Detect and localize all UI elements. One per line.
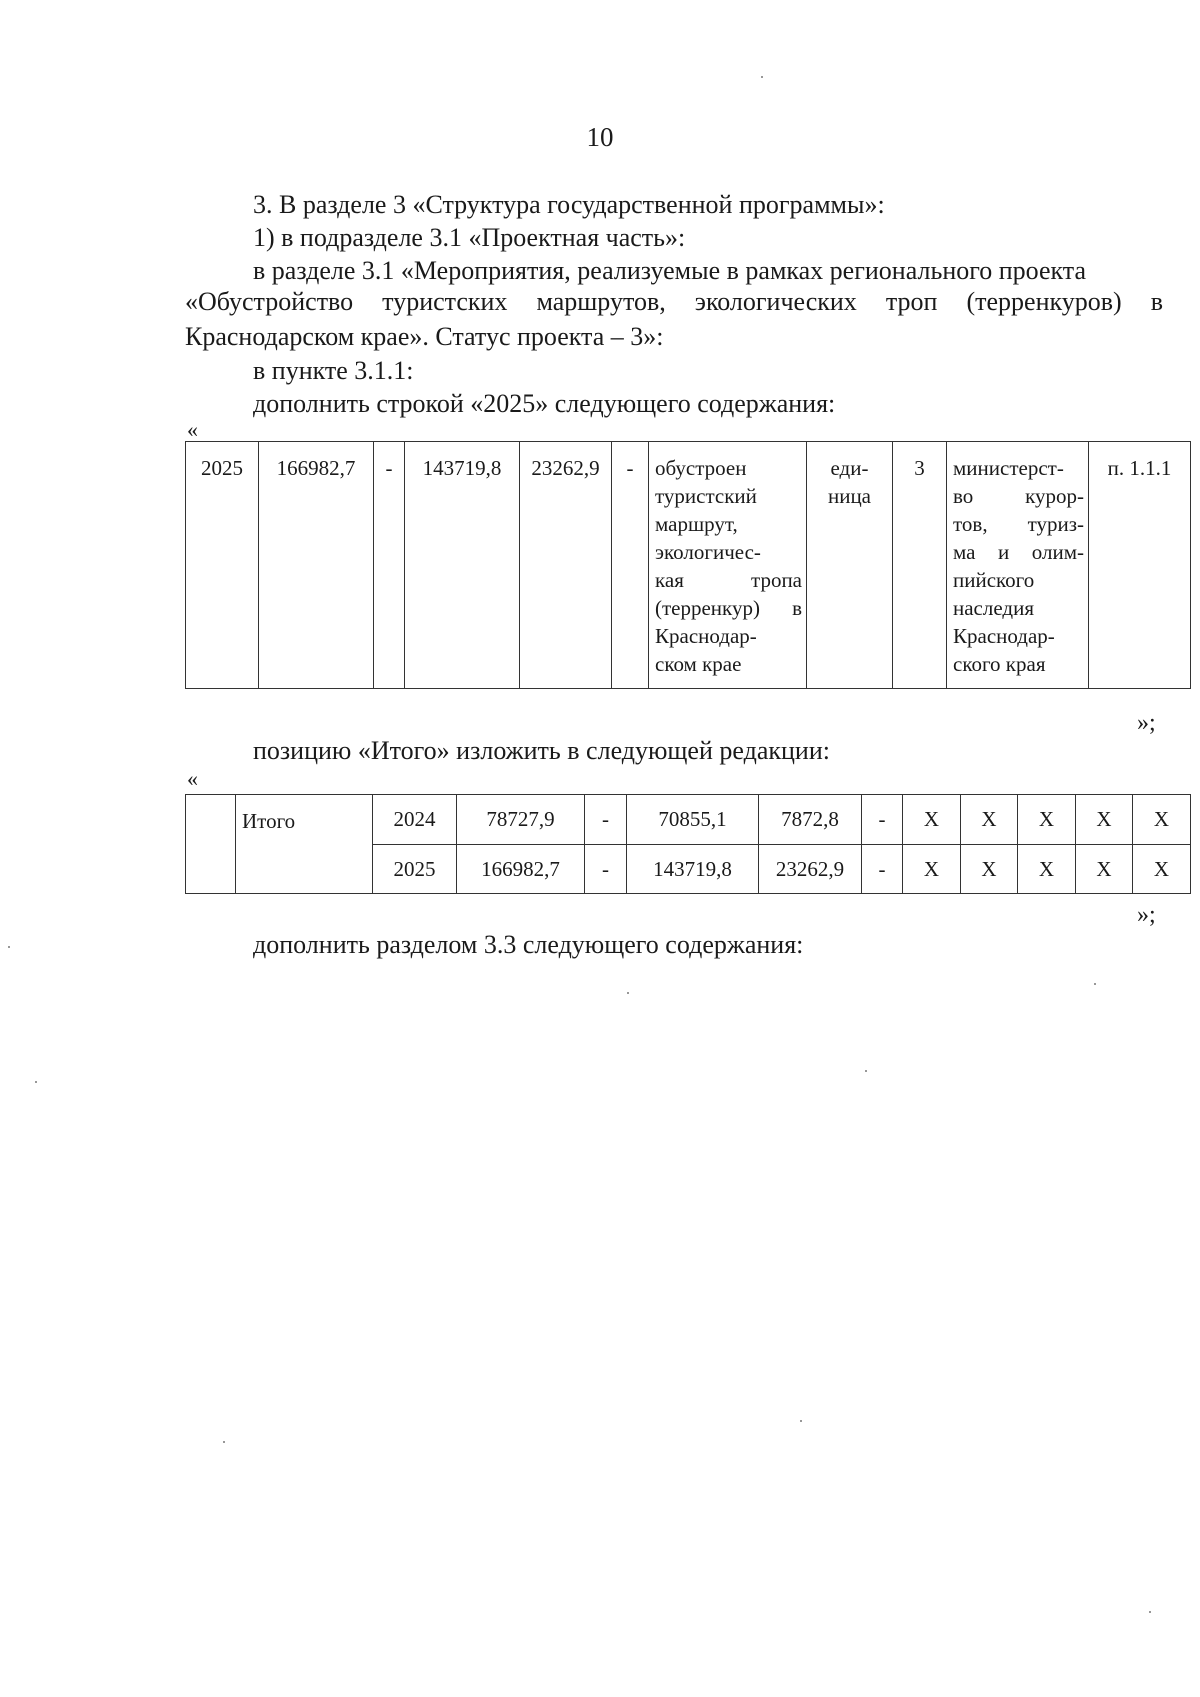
description-line: кая тропа [655,568,802,592]
scan-speck [223,1441,225,1443]
cell-dash: - [862,795,903,845]
responsible-line: ма и олим- [953,540,1084,564]
scan-speck [761,76,763,78]
cell-year: 2025 [373,844,457,894]
cell-responsible [947,442,1089,689]
cell-empty [186,795,236,894]
scan-speck [800,1420,802,1422]
paragraph-subsection-3-1: 1) в подразделе 3.1 «Проектная часть»: [253,223,686,252]
description-line: обустроен [655,456,747,480]
description-line: маршрут, [655,512,738,536]
open-quote-1: « [187,417,198,442]
unit-line: ница [827,484,872,508]
cell-dash: - [585,795,627,845]
page-number: 10 [586,122,614,152]
cell-itogo-label: Итого [236,795,373,894]
cell-value: 3 [893,442,947,689]
itogo-table [185,794,1191,894]
scan-speck [627,992,629,994]
paragraph-add-section-3-3: дополнить разделом 3.3 следующего содержания: [253,930,804,959]
cell-x: X [903,795,961,845]
scan-speck [35,1081,37,1083]
cell-local: 23262,9 [520,442,612,689]
description-line: ском крае [655,652,742,676]
cell-x: X [961,844,1018,894]
cell-description [649,442,807,689]
paragraph-itogo: позицию «Итого» изложить в следующей редакции: [253,736,830,765]
cell-unit [807,442,893,689]
cell-x: X [1018,844,1076,894]
responsible-line: ского края [953,652,1046,676]
description-line: туристский [655,484,757,508]
scan-speck [1149,1611,1151,1613]
cell-regional: 143719,8 [627,844,759,894]
cell-total: 166982,7 [457,844,585,894]
responsible-line: Краснодар- [953,624,1055,648]
scan-speck [8,946,10,948]
cell-local: 7872,8 [759,795,862,845]
paragraph-section-3: 3. В разделе 3 «Структура государственной программы»: [253,190,885,219]
table-row [186,795,1191,845]
row-2025-table [185,441,1191,689]
cell-x: X [1133,844,1191,894]
description-line: экологичес- [655,540,761,564]
cell-x: X [1076,844,1133,894]
unit-line: еди- [830,456,869,480]
close-quote-1: »; [1137,710,1156,736]
cell-x: X [961,795,1018,845]
cell-x: X [1076,795,1133,845]
open-quote-2: « [187,766,198,791]
table-row [186,442,1191,689]
paragraph-point-3-1-1: в пункте 3.1.1: [253,356,414,385]
responsible-line: пийского [953,568,1035,592]
cell-regional: 70855,1 [627,795,759,845]
cell-dash: - [612,442,649,689]
cell-year: 2025 [186,442,259,689]
cell-x: X [1133,795,1191,845]
scan-speck [865,1070,867,1072]
cell-x: X [903,844,961,894]
responsible-line: тов, туриз- [953,512,1084,536]
cell-total: 78727,9 [457,795,585,845]
paragraph-section-3-1-line1: в разделе 3.1 «Мероприятия, реализуемые в рамках регионального проекта [253,256,1087,285]
description-line: Краснодар- [655,624,757,648]
responsible-line: министерст- [953,456,1064,480]
close-quote-2: »; [1137,902,1156,928]
cell-regional: 143719,8 [405,442,520,689]
responsible-line: наследия [953,596,1034,620]
cell-year: 2024 [373,795,457,845]
cell-total: 166982,7 [259,442,374,689]
cell-reference: п. 1.1.1 [1089,442,1191,689]
scan-speck [1094,983,1096,985]
paragraph-add-row: дополнить строкой «2025» следующего содержания: [253,389,836,418]
cell-dash: - [862,844,903,894]
cell-local: 23262,9 [759,844,862,894]
paragraph-section-3-1-line3: Краснодарском крае». Статус проекта – 3»: [185,322,664,351]
responsible-line: во курор- [953,484,1084,508]
description-line: (терренкур) в [655,596,802,620]
cell-dash: - [374,442,405,689]
paragraph-section-3-1-line2: «Обустройство туристских маршрутов, экологических троп (терренкуров) в [185,287,1163,316]
cell-x: X [1018,795,1076,845]
cell-dash: - [585,844,627,894]
